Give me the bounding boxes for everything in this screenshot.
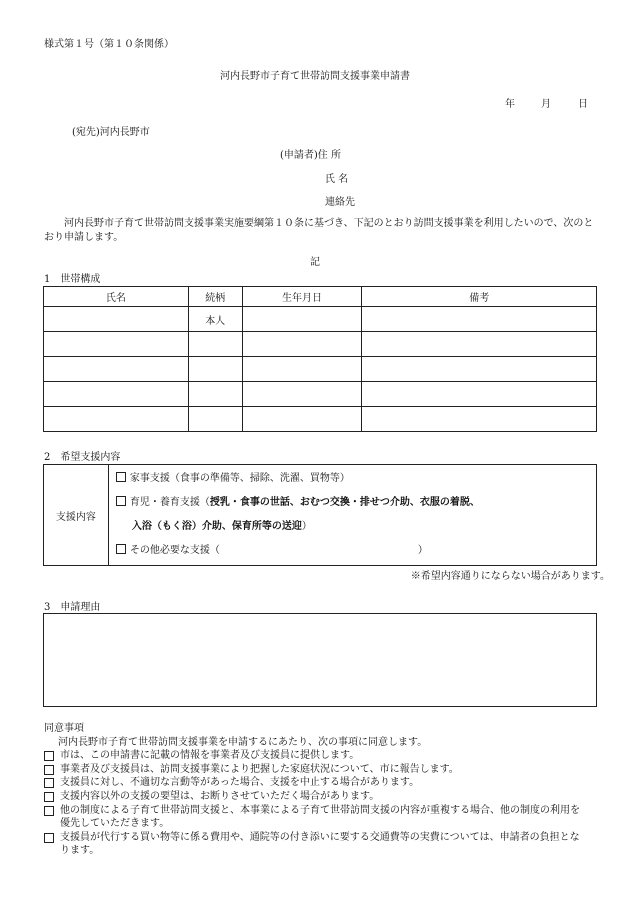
relation-cell[interactable] <box>188 357 242 382</box>
section1-title: 1 世帯構成 <box>44 274 101 285</box>
table-row <box>44 332 597 357</box>
relation-cell[interactable] <box>188 407 242 432</box>
name-cell[interactable] <box>44 407 189 432</box>
birthdate-cell[interactable] <box>242 407 362 432</box>
consent-intro: 河内長野市子育て世帯訪問支援事業を申請するにあたり、次の事項に同意します。 <box>58 736 428 748</box>
table-row <box>44 382 597 407</box>
addressee: (宛先)河内長野市 <box>72 127 150 138</box>
household-table <box>43 286 597 432</box>
support-note: ※希望内容通りにならない場合があります。 <box>410 571 610 582</box>
childcare-label-prefix: 育児・養育支援（ <box>129 497 210 508</box>
table-header-row <box>44 287 597 307</box>
table-row <box>44 407 597 432</box>
form-number: 様式第１号（第１０条関係） <box>44 39 174 50</box>
childcare-details-line2: 入浴（もく浴）介助、保育所等の送迎 <box>131 521 302 532</box>
consent-item-text: 支援内容以外の支援の要望は、お断りさせていただく場合があります。 <box>60 790 380 802</box>
consent-item-text: 支援員が代行する買い物等に係る費用や、通院等の付き添いに要する交通費等の実費については、申請者の負担となります。 <box>60 831 580 857</box>
remarks-cell[interactable] <box>362 307 597 332</box>
date-day-label: 日 <box>578 99 588 110</box>
housework-checkbox[interactable] <box>116 472 126 482</box>
remarks-cell[interactable] <box>362 357 597 382</box>
consent-section <box>44 722 594 858</box>
other-checkbox[interactable] <box>116 544 126 554</box>
header-name: 氏名 <box>44 287 189 307</box>
other-label: その他必要な支援（ <box>129 545 220 556</box>
section2-title: 2 希望支援内容 <box>44 452 121 463</box>
header-relation: 続柄 <box>188 287 242 307</box>
remarks-cell[interactable] <box>362 382 597 407</box>
name-cell[interactable] <box>44 307 189 332</box>
consent-checkbox[interactable] <box>44 765 54 775</box>
ki-heading: 記 <box>310 257 320 268</box>
option-childcare[interactable] <box>116 491 596 515</box>
support-content-table <box>43 464 597 566</box>
consent-checkbox[interactable] <box>44 751 54 761</box>
remarks-cell[interactable] <box>362 332 597 357</box>
page-title: 河内長野市子育て世帯訪問支援事業申請書 <box>220 71 410 82</box>
consent-title: 同意事項 <box>44 723 84 734</box>
option-housework[interactable] <box>116 467 596 491</box>
name-label: 氏 名 <box>325 174 349 185</box>
section3-title: 3 申請理由 <box>44 602 101 613</box>
date-month-label: 月 <box>541 99 551 110</box>
consent-checkbox[interactable] <box>44 806 54 816</box>
name-cell[interactable] <box>44 382 189 407</box>
contact-label: 連絡先 <box>325 197 355 208</box>
childcare-details-line1: 授乳・食事の世話、おむつ交換・排せつ介助、衣服の着脱、 <box>209 497 480 508</box>
consent-item-text: 他の制度による子育て世帯訪問支援と、本事業による子育て世帯訪問支援の内容が重複する場合、他の制度の利用を優先していただきます。 <box>60 804 580 830</box>
housework-label: 家事支援（食事の準備等、掃除、洗濯、買物等） <box>129 473 350 484</box>
support-options-cell <box>108 465 596 566</box>
relation-cell[interactable] <box>188 382 242 407</box>
consent-checkbox[interactable] <box>44 778 54 788</box>
birthdate-cell[interactable] <box>242 357 362 382</box>
option-other[interactable] <box>116 539 596 563</box>
birthdate-cell[interactable] <box>242 332 362 357</box>
consent-item-text: 市は、この申請書に記載の情報を事業者及び支援員に提供します。 <box>60 750 360 762</box>
consent-item-text: 事業者及び支援員は、訪問支援事業により把握した家庭状況について、市に報告します。 <box>60 763 459 775</box>
consent-checkbox[interactable] <box>44 792 54 802</box>
consent-item <box>44 831 580 858</box>
childcare-label-suffix: ） <box>301 521 312 532</box>
remarks-cell[interactable] <box>362 407 597 432</box>
support-content-label: 支援内容 <box>44 465 109 566</box>
childcare-checkbox[interactable] <box>116 496 126 506</box>
consent-item <box>44 749 594 763</box>
birthdate-cell[interactable] <box>242 307 362 332</box>
table-row <box>44 307 597 332</box>
consent-item <box>44 776 594 790</box>
name-cell[interactable] <box>44 357 189 382</box>
consent-item <box>44 790 594 804</box>
header-remarks: 備考 <box>362 287 597 307</box>
table-row <box>44 357 597 382</box>
birthdate-cell[interactable] <box>242 382 362 407</box>
other-close-paren: ） <box>417 545 428 556</box>
consent-checkbox[interactable] <box>44 833 54 843</box>
relation-cell[interactable] <box>188 332 242 357</box>
consent-item <box>44 763 594 777</box>
consent-item <box>44 804 580 831</box>
header-birthdate: 生年月日 <box>242 287 362 307</box>
date-year-label: 年 <box>505 99 515 110</box>
address-label: (申請者)住 所 <box>280 150 341 161</box>
relation-cell: 本人 <box>188 307 242 332</box>
consent-item-text: 支援員に対し、不適切な言動等があった場合、支援を中止する場合があります。 <box>60 777 420 789</box>
option-childcare-continued <box>116 515 596 539</box>
intro-paragraph: 河内長野市子育て世帯訪問支援事業実施要綱第１０条に基づき、下記のとおり訪問支援事業を利用したいので、次のとおり申請します。 <box>44 218 594 243</box>
name-cell[interactable] <box>44 332 189 357</box>
reason-input-box[interactable] <box>43 613 597 707</box>
